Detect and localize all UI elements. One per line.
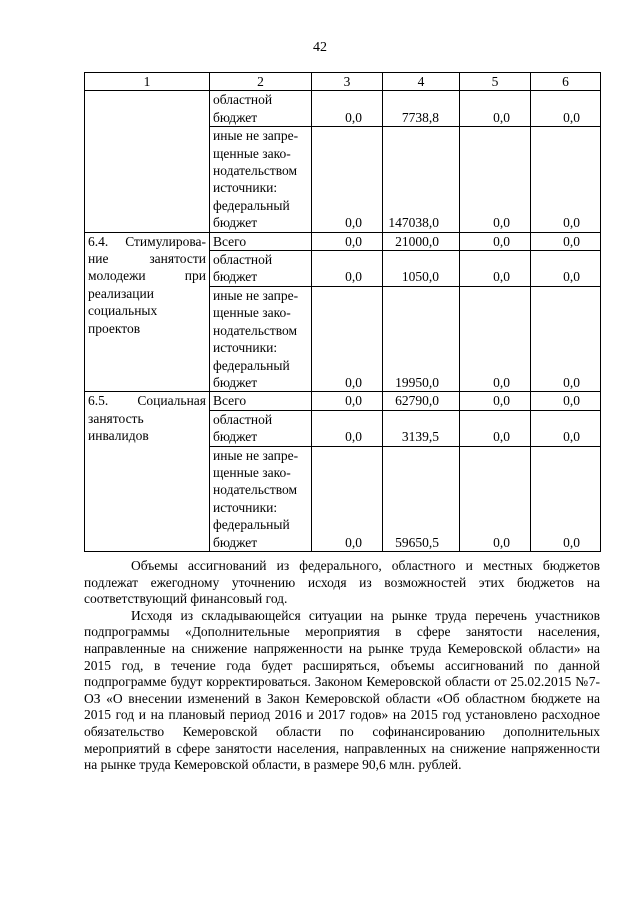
source-cell [210, 392, 312, 410]
program-line: реализации [88, 285, 154, 301]
amount-cell: 0,0 [312, 91, 383, 127]
source-line: щенные зако- [213, 464, 291, 480]
source-line: бюджет [213, 374, 258, 390]
program-line: 6.4. Стимулирова- [88, 233, 206, 249]
amount-cell: 147038,0 [383, 127, 460, 232]
amount-cell: 1050,0 [383, 251, 460, 287]
amount-cell: 0,0 [312, 232, 383, 250]
amount-cell: 0,0 [312, 410, 383, 446]
source-cell [210, 286, 312, 391]
source-line: федеральный [213, 517, 290, 533]
amount-cell: 0,0 [460, 446, 531, 551]
source-cell [210, 410, 312, 446]
source-cell [210, 232, 312, 250]
source-line: бюджет [213, 109, 258, 125]
source-line: областной [213, 92, 273, 108]
source-line: федеральный [213, 357, 290, 373]
table-row [85, 392, 601, 410]
amount-cell: 0,0 [531, 446, 601, 551]
page-number: 42 [313, 40, 327, 55]
amount-cell: 0,0 [460, 91, 531, 127]
amount-cell: 0,0 [531, 91, 601, 127]
source-line: Всего [213, 233, 247, 249]
amount-cell: 0,0 [460, 410, 531, 446]
amount-cell: 0,0 [460, 127, 531, 232]
body-text [84, 558, 600, 774]
program-line: ние занятости [88, 251, 206, 267]
source-line: иные не запре- [213, 447, 299, 463]
amount-cell: 0,0 [312, 286, 383, 391]
amount-cell: 0,0 [531, 251, 601, 287]
amount-cell: 0,0 [460, 392, 531, 410]
amount-cell: 0,0 [460, 286, 531, 391]
amount-cell: 0,0 [531, 392, 601, 410]
source-line: бюджет [213, 534, 258, 550]
amount-cell: 0,0 [312, 251, 383, 287]
program-cell [85, 91, 210, 232]
source-line: источники: [213, 340, 278, 356]
source-line: щенные зако- [213, 305, 291, 321]
amount-cell: 0,0 [460, 232, 531, 250]
amount-cell: 19950,0 [383, 286, 460, 391]
program-line: проектов [88, 320, 141, 336]
source-line: бюджет [213, 429, 258, 445]
paragraph: Исходя из складывающейся ситуации на рынке труда перечень участников подпрограммы «Дополнительные мероприятия в сфере занятости населения, направленные на снижение напряженности на рынке труда Кемеровской области» на 2015 год, в течение года будет расширяться, объемы ассигнований по данной подпрограмме будут корректироваться. Законом Кемеровской области от 25.02.2015 №7-ОЗ «О внесении изменений в Закон Кемеровской области «Об областном бюджете на 2015 год и на плановый период 2016 и 2017 годов» на 2015 год установлено расходное обязательство Кемеровской области по софинансированию дополнительных мероприятий в сфере занятости населения, направленных на снижение напряженности на рынке труда Кемеровской области, в размере 90,6 млн. рублей. [84, 607, 600, 773]
column-header: 4 [383, 73, 460, 91]
source-line: источники: [213, 499, 278, 515]
source-line: щенные зако- [213, 145, 291, 161]
column-header: 1 [85, 73, 210, 91]
source-line: областной [213, 252, 273, 268]
source-line: нодательством [213, 322, 298, 338]
source-line: нодательством [213, 163, 298, 179]
source-line: иные не запре- [213, 128, 299, 144]
budget-table [84, 72, 601, 552]
amount-cell: 21000,0 [383, 232, 460, 250]
source-cell [210, 91, 312, 127]
source-cell [210, 446, 312, 551]
budget-table-body [85, 73, 601, 552]
program-line: 6.5. Социальная [88, 393, 206, 409]
table-row [85, 232, 601, 250]
table-row [85, 91, 601, 127]
amount-cell: 3139,5 [383, 410, 460, 446]
program-line: занятость [88, 410, 144, 426]
program-line: инвалидов [88, 428, 149, 444]
column-header: 3 [312, 73, 383, 91]
source-line: источники: [213, 180, 278, 196]
amount-cell: 0,0 [460, 251, 531, 287]
source-line: бюджет [213, 215, 258, 231]
column-header: 6 [531, 73, 601, 91]
source-line: бюджет [213, 269, 258, 285]
amount-cell: 0,0 [312, 446, 383, 551]
amount-cell: 0,0 [531, 127, 601, 232]
program-cell [85, 392, 210, 552]
table-header-row [85, 73, 601, 91]
amount-cell: 0,0 [531, 286, 601, 391]
amount-cell: 0,0 [312, 392, 383, 410]
column-header: 2 [210, 73, 312, 91]
column-header: 5 [460, 73, 531, 91]
amount-cell: 0,0 [531, 410, 601, 446]
source-line: Всего [213, 393, 247, 409]
amount-cell: 7738,8 [383, 91, 460, 127]
program-line: молодежи при [88, 268, 206, 284]
paragraph: Объемы ассигнований из федерального, областного и местных бюджетов подлежат ежегодному уточнению исходя из возможностей этих бюджетов на соответствующий финансовый год. [84, 558, 600, 607]
program-cell [85, 232, 210, 392]
source-line: нодательством [213, 482, 298, 498]
source-line: иные не запре- [213, 287, 299, 303]
source-line: федеральный [213, 197, 290, 213]
amount-cell: 62790,0 [383, 392, 460, 410]
amount-cell: 59650,5 [383, 446, 460, 551]
amount-cell: 0,0 [312, 127, 383, 232]
source-cell [210, 127, 312, 232]
amount-cell: 0,0 [531, 232, 601, 250]
source-line: областной [213, 411, 273, 427]
source-cell [210, 251, 312, 287]
program-line: социальных [88, 303, 158, 319]
